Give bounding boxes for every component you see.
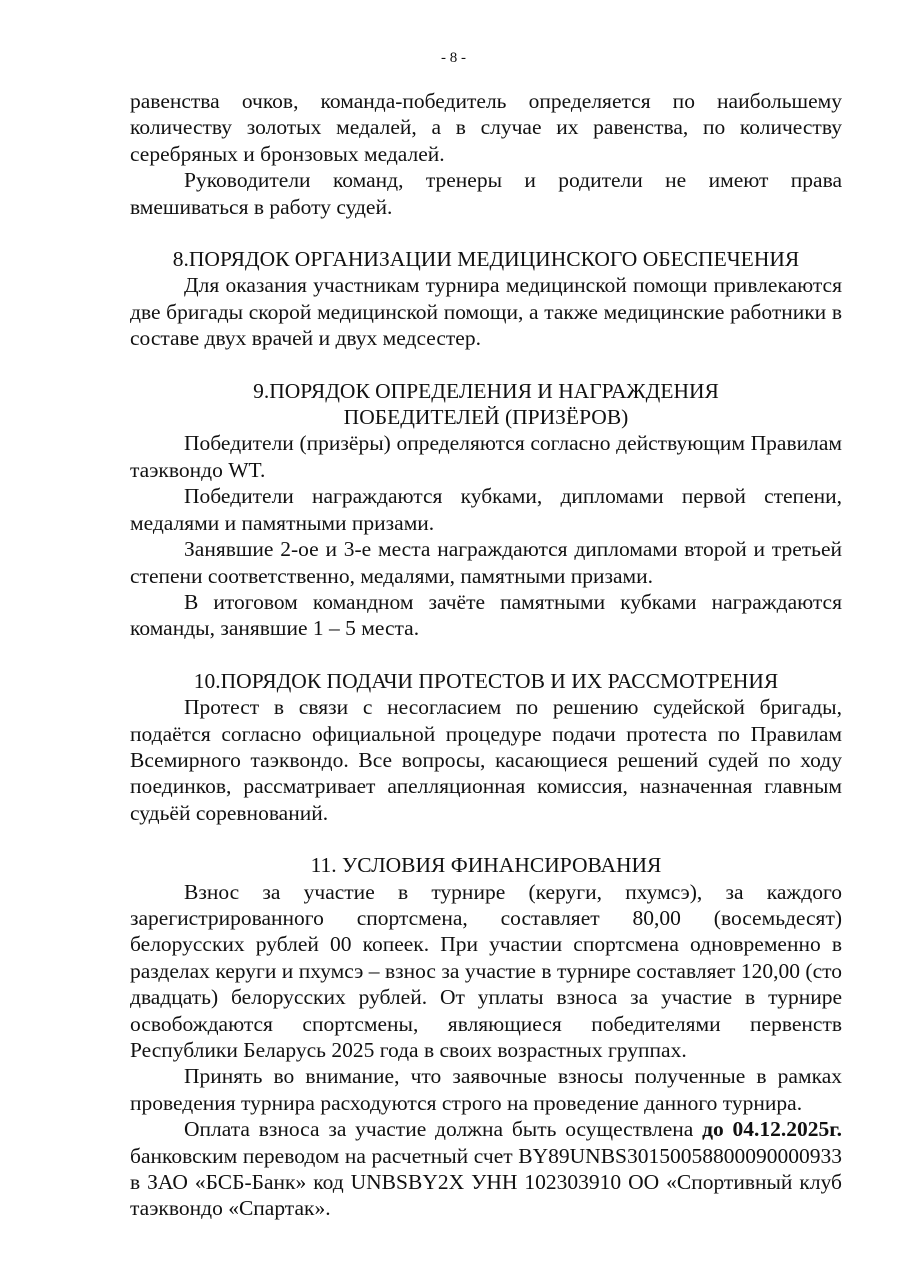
section-heading: 9.ПОРЯДОК ОПРЕДЕЛЕНИЯ И НАГРАЖДЕНИЯ [253,378,719,403]
payment-text-end: банковским переводом на расчетный счет BY89UNBS30150058800090000933 в ЗАО «БСБ-Банк» код UNBSBY2X УНН 102303910 ОО «Спортивный клуб таэквондо «Спартак». [130,1143,842,1221]
paragraph: Победители награждаются кубками, дипломами первой степени, медалями и памятными призами. [130,484,842,535]
section-heading: ПОБЕДИТЕЛЕЙ (ПРИЗЁРОВ) [343,405,629,430]
section-heading: 10.ПОРЯДОК ПОДАЧИ ПРОТЕСТОВ И ИХ РАССМОТРЕНИЯ [193,668,779,693]
section-gap [130,826,842,852]
paragraph: В итоговом командном зачёте памятными кубками награждаются команды, занявшие 1 – 5 места. [130,589,842,641]
document-body [130,88,842,1222]
section-gap [130,352,842,378]
paragraph: Принять во внимание, что заявочные взносы полученные в рамках проведения турнира расходуются строго на проведение данного турнира. [130,1064,842,1115]
payment-paragraph [130,1116,842,1222]
paragraph: равенства очков, команда-победитель определяется по наибольшему количеству золотых медалей, а в случае их равенства, по количеству серебряных и бронзовых медалей. [130,89,842,166]
paragraph: Руководители команд, тренеры и родители не имеют права вмешиваться в работу судей. [130,168,842,219]
section-gap [130,642,842,668]
paragraph: Взнос за участие в турнире (керуги, пхумсэ), за каждого зарегистрированного спортсмена, составляет 80,00 (восемьдесят) белорусских рублей 00 копеек. При участии спортсмена одновременно в разделах керуги и пхумсэ – взнос за участие в турнире составляет 120,00 (сто двадцать) белорусских рублей. От уплаты взноса за участие в турнире освобождаются спортсмены, являющиеся победителями первенств Республики Беларусь 2025 года в своих возрастных группах. [130,879,842,1062]
page-number: - 8 - [441,50,466,66]
payment-text-start: Оплата взноса за участие должна быть осуществлена [184,1117,703,1142]
paragraph: Занявшие 2-ое и 3-е места награждаются дипломами второй и третьей степени соответственно, медалями, памятными призами. [130,537,842,588]
section-heading: 8.ПОРЯДОК ОРГАНИЗАЦИИ МЕДИЦИНСКОГО ОБЕСПЕЧЕНИЯ [172,247,800,272]
section-heading: 11. УСЛОВИЯ ФИНАНСИРОВАНИЯ [310,853,662,878]
paragraph: Протест в связи с несогласием по решению судейской бригады, подаётся согласно официальной процедуре подачи протеста по Правилам Всемирного таэквондо. Все вопросы, касающиеся решений судей по ходу поединков, рассматривает апелляционная комиссия, назначенная главным судьёй соревнований. [130,695,842,825]
section-gap [130,220,842,246]
paragraph: Для оказания участникам турнира медицинской помощи привлекаются две бригады скорой медицинской помощи, а также медицинские работники в составе двух врачей и двух медсестер. [130,273,842,351]
payment-deadline: до 04.12.2025г. [702,1117,842,1142]
paragraph: Победители (призёры) определяются согласно действующим Правилам таэквондо WT. [130,431,842,482]
